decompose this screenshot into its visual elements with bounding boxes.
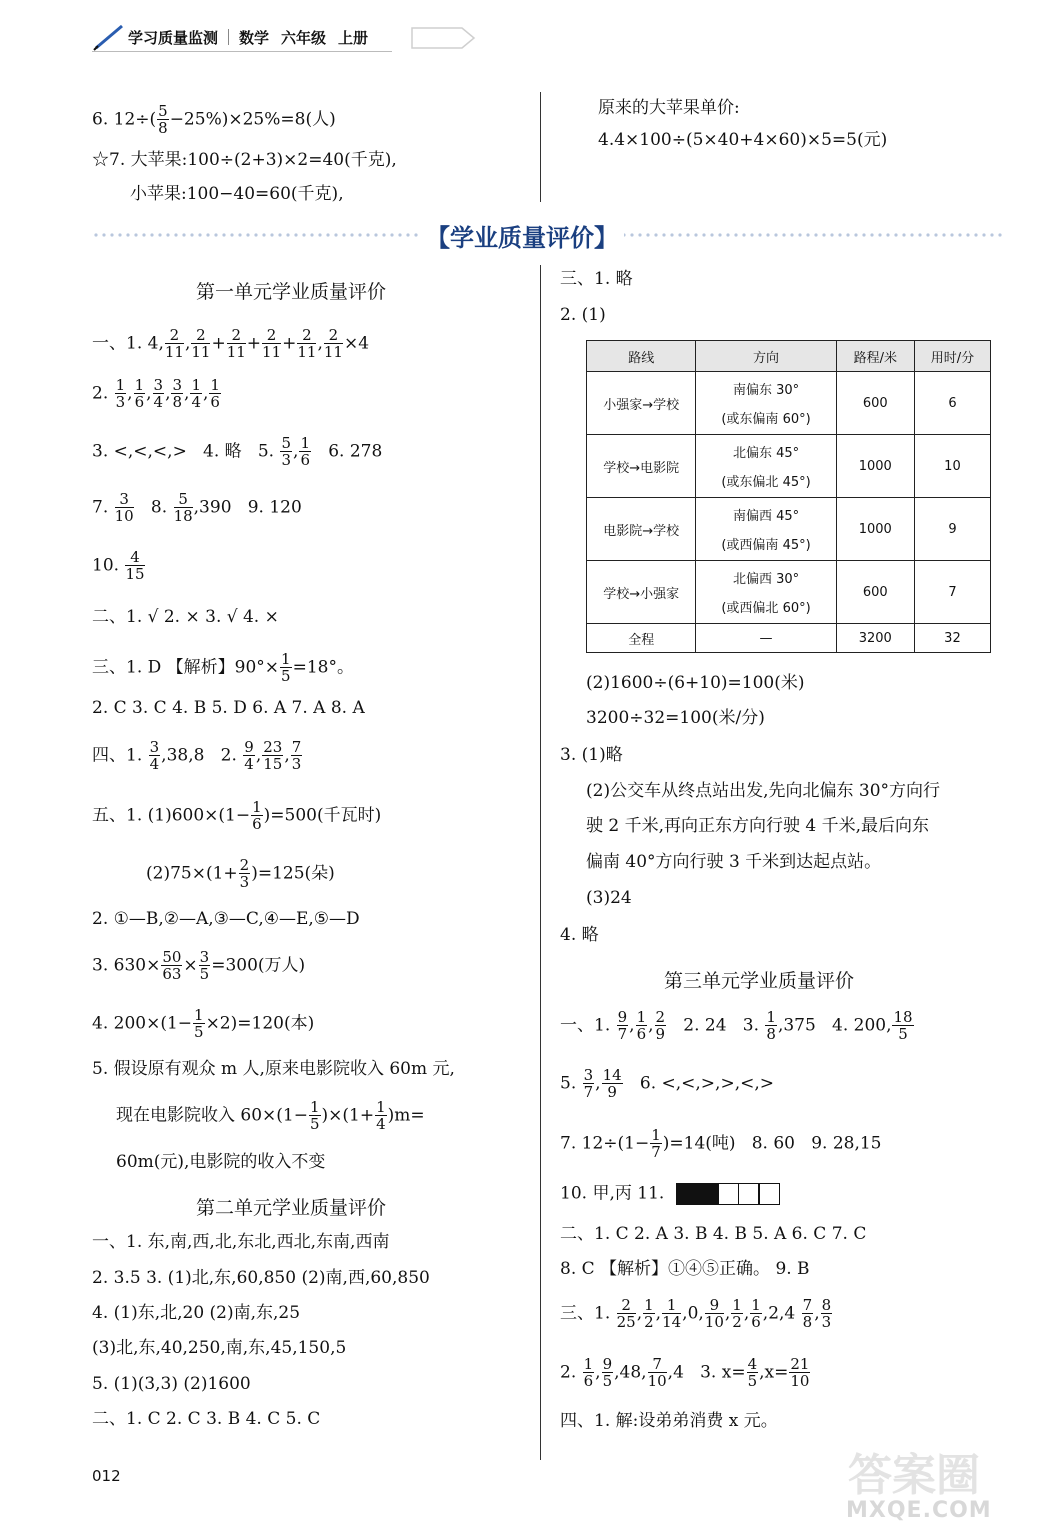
u3-line-4: 10. 甲,丙 11. bbox=[560, 1183, 780, 1205]
header-direction: 方向 bbox=[696, 341, 836, 372]
watermark-text: MXQE.COM bbox=[846, 1498, 992, 1523]
svg-text:答案圈: 答案圈 bbox=[848, 1450, 980, 1501]
route-table bbox=[586, 340, 991, 653]
cell-time: 10 bbox=[914, 435, 990, 498]
cell-direction: 北偏东 45° (或东偏北 45°) bbox=[696, 435, 836, 498]
header-time: 用时/分 bbox=[914, 341, 990, 372]
column-divider-main bbox=[540, 265, 541, 1460]
cell-direction: 北偏西 30° (或西偏北 60°) bbox=[696, 561, 836, 624]
cell-time: 9 bbox=[914, 498, 990, 561]
header-separator bbox=[228, 29, 229, 45]
page-header bbox=[92, 22, 368, 52]
big-apple-price-label: 原来的大苹果单价: bbox=[598, 98, 740, 118]
cell-direction: 南偏东 30° (或东偏南 60°) bbox=[696, 372, 836, 435]
u1-line-6: 二、1. √ 2. × 3. √ 4. × bbox=[92, 607, 279, 627]
u1-line-14: 4. 200×(1− $\frac{1}{5}$ ×2)=120(本) bbox=[92, 1006, 315, 1041]
cell-route: 电影院→学校 bbox=[587, 498, 696, 561]
u2-line-6: 二、1. C 2. C 3. B 4. C 5. C bbox=[92, 1409, 321, 1429]
table-row bbox=[587, 498, 991, 561]
r-line-4: 3200÷32=100(米/分) bbox=[586, 708, 765, 728]
u1-line-2: 2. $\frac{1}{3}$ , $\frac{1}{6}$ , $\frac{3}{4}$ , $\frac{3}{8}$ , $\frac{1}{4}$ , $\frac{1}{6}$ bbox=[92, 376, 220, 411]
u1-line-3: 3. <,<,<,> 4. 略 5. $\frac{5}{3}$ , $\frac{1}{6}$ 6. 278 bbox=[92, 434, 383, 469]
r-line-3: (2)1600÷(6+10)=100(米) bbox=[586, 673, 805, 693]
brand-name: 学习质量监测 bbox=[128, 28, 219, 47]
r-line-9: (3)24 bbox=[586, 888, 632, 908]
cell-route: 小强家→学校 bbox=[587, 372, 696, 435]
r-line-6: (2)公交车从终点站出发,先向北偏东 30°方向行 bbox=[586, 781, 941, 801]
cell-distance: 600 bbox=[836, 372, 914, 435]
u2-line-5: 5. (1)(3,3) (2)1600 bbox=[92, 1374, 251, 1394]
r-line-5: 3. (1)略 bbox=[560, 745, 623, 765]
u2-line-2: 2. 3.5 3. (1)北,东,60,850 (2)南,西,60,850 bbox=[92, 1268, 430, 1288]
u3-line-3: 7. 12÷(1− $\frac{1}{7}$ )=14(吨) 8. 60 9. 28,15 bbox=[560, 1126, 882, 1161]
cell-route: 学校→电影院 bbox=[587, 435, 696, 498]
grade: 六年级 bbox=[281, 28, 327, 47]
cell-distance: 1000 bbox=[836, 435, 914, 498]
subject: 数学 bbox=[239, 28, 270, 47]
unit2-title: 第二单元学业质量评价 bbox=[196, 1197, 387, 1219]
u2-line-3: 4. (1)东,北,20 (2)南,东,25 bbox=[92, 1303, 301, 1323]
answer-7: ☆7. 大苹果:100÷(2+3)×2=40(千克), bbox=[92, 150, 397, 170]
r-line-1: 三、1. 略 bbox=[560, 269, 633, 289]
table-row bbox=[587, 561, 991, 624]
r-line-8: 偏南 40°方向行驶 3 千米到达起点站。 bbox=[586, 852, 882, 872]
u1-line-7: 三、1. D 【解析】90°× $\frac{1}{5}$ =18°。 bbox=[92, 650, 354, 685]
answer-7-cont: 小苹果:100−40=60(千克), bbox=[130, 184, 344, 204]
cell-distance: 600 bbox=[836, 561, 914, 624]
section-banner: 【学业质量评价】 bbox=[420, 218, 624, 253]
u1-line-16: 现在电影院收入 60×(1− $\frac{1}{5}$ )×(1+ $\frac{1}{4}$ )m= bbox=[116, 1098, 425, 1133]
big-apple-price-calc: 4.4×100÷(5×40+4×60)×5=5(元) bbox=[598, 130, 888, 150]
table-row bbox=[587, 372, 991, 435]
u3-line-6: 8. C 【解析】①④⑤正确。 9. B bbox=[560, 1259, 810, 1279]
u1-line-17: 60m(元),电影院的收入不变 bbox=[116, 1152, 326, 1172]
u3-line-8: 2. $\frac{1}{6}$ , $\frac{9}{5}$ ,48, $\frac{7}{10}$ ,4 3. x= $\frac{4}{5}$ ,x= $\frac{21}{10}$ bbox=[560, 1355, 810, 1390]
u2-line-1: 一、1. 东,南,西,北,东北,西北,东南,西南 bbox=[92, 1232, 390, 1252]
unit3-title: 第三单元学业质量评价 bbox=[664, 970, 855, 992]
header-route: 路线 bbox=[587, 341, 696, 372]
u3-line-5: 二、1. C 2. A 3. B 4. B 5. A 6. C 7. C bbox=[560, 1224, 867, 1244]
table-header-row bbox=[587, 341, 991, 372]
header-rule bbox=[92, 51, 392, 52]
cell-direction: — bbox=[696, 624, 836, 653]
u3-line-7: 三、1. $\frac{2}{25}$ , $\frac{1}{2}$ , $\frac{1}{14}$ ,0, $\frac{9}{10}$ , $\frac{1}{2}$ , $\frac{1}{6}$ ,2,4 $\frac{7}{8}$ , $\frac{8}{3}$ bbox=[560, 1296, 832, 1331]
r-line-10: 4. 略 bbox=[560, 925, 599, 945]
cell-route: 学校→小强家 bbox=[587, 561, 696, 624]
u3-line-9: 四、1. 解:设弟弟消费 x 元。 bbox=[560, 1411, 778, 1431]
cell-time: 6 bbox=[914, 372, 990, 435]
cell-time: 7 bbox=[914, 561, 990, 624]
u1-line-12: 2. ①—B,②—A,③—C,④—E,⑤—D bbox=[92, 909, 360, 929]
cell-time: 32 bbox=[914, 624, 990, 653]
u1-line-11: (2)75×(1+ $\frac{2}{3}$ )=125(朵) bbox=[146, 856, 335, 891]
table-total-row bbox=[587, 624, 991, 653]
u3-line-1: 一、1. $\frac{9}{7}$ , $\frac{1}{6}$ , $\frac{2}{9}$ 2. 24 3. $\frac{1}{8}$ ,375 4. 200, $\frac{18}{5}$ bbox=[560, 1008, 913, 1043]
answer-6: 6. 12÷( $\frac{5}{8}$ −25%)×25%=8(人) bbox=[92, 102, 336, 137]
u1-line-9: 四、1. $\frac{3}{4}$ ,38,8 2. $\frac{9}{4}$ , $\frac{23}{15}$ , $\frac{7}{3}$ bbox=[92, 738, 302, 773]
u3-line-2: 5. $\frac{3}{7}$ , $\frac{14}{9}$ 6. <,<,>,>,<,> bbox=[560, 1066, 774, 1101]
cell-distance: 1000 bbox=[836, 498, 914, 561]
header-arrow-icon bbox=[410, 26, 476, 50]
cell-distance: 3200 bbox=[836, 624, 914, 653]
u2-line-4: (3)北,东,40,250,南,东,45,150,5 bbox=[92, 1338, 347, 1358]
table-row bbox=[587, 435, 991, 498]
shaded-boxes bbox=[678, 1183, 781, 1205]
volume: 上册 bbox=[338, 28, 369, 47]
r-line-7: 驶 2 千米,再向正东方向行驶 4 千米,最后向东 bbox=[586, 816, 930, 836]
unit1-title: 第一单元学业质量评价 bbox=[196, 281, 387, 303]
u1-line-13: 3. 630× $\frac{50}{63}$ × $\frac{3}{5}$ =300(万人) bbox=[92, 948, 306, 983]
u1-line-15: 5. 假设原有观众 m 人,原来电影院收入 60m 元, bbox=[92, 1059, 455, 1079]
pen-icon bbox=[92, 22, 128, 52]
page-number: 012 bbox=[92, 1467, 121, 1485]
cell-route: 全程 bbox=[587, 624, 696, 653]
u1-line-4: 7. $\frac{3}{10}$ 8. $\frac{5}{18}$ ,390 9. 120 bbox=[92, 490, 302, 525]
u1-line-10: 五、1. (1)600×(1− $\frac{1}{6}$ )=500(千瓦时) bbox=[92, 798, 382, 833]
u1-line-5: 10. $\frac{4}{15}$ bbox=[92, 548, 145, 583]
header-distance: 路程/米 bbox=[836, 341, 914, 372]
column-divider-top bbox=[540, 92, 541, 202]
r-line-2: 2. (1) bbox=[560, 305, 606, 325]
cell-direction: 南偏西 45° (或西偏南 45°) bbox=[696, 498, 836, 561]
u1-line-8: 2. C 3. C 4. B 5. D 6. A 7. A 8. A bbox=[92, 698, 365, 718]
u1-line-1: 一、1. 4, $\frac{2}{11}$ , $\frac{2}{11}$ + $\frac{2}{11}$ + $\frac{2}{11}$ + $\frac{2}{11}$ , $\frac{2}{11}$ ×4 bbox=[92, 326, 370, 361]
